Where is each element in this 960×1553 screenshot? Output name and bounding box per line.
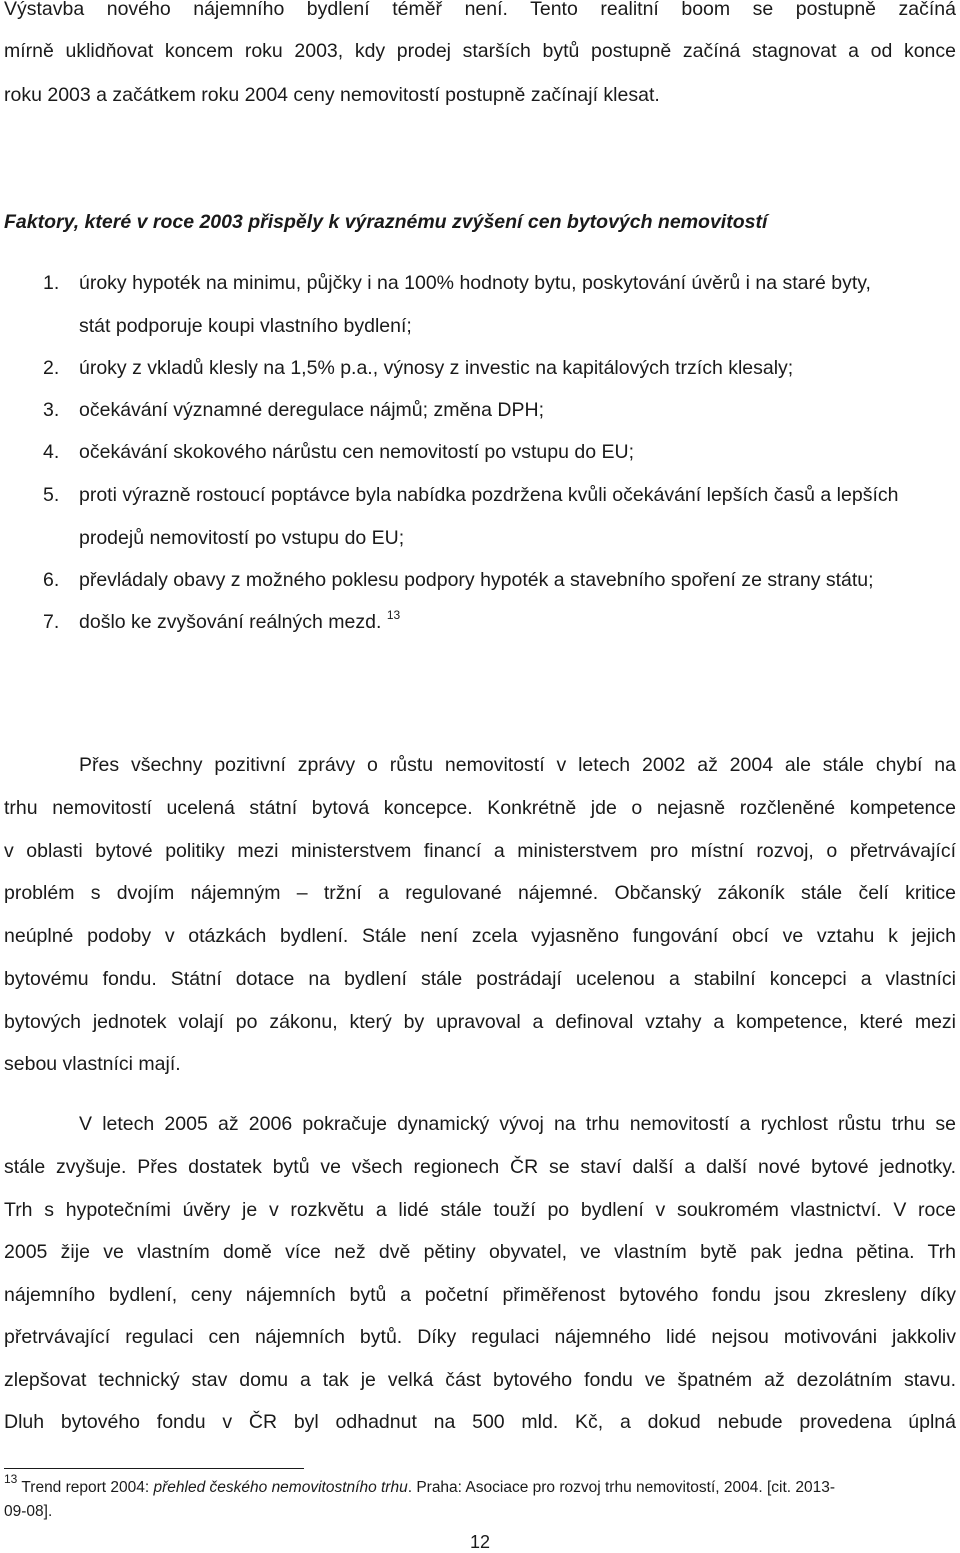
list-item-text: proti výrazně rostoucí poptávce byla nabídka pozdržena kvůli očekávání lepších časů a lepších — [79, 484, 899, 506]
list-number: 3. — [43, 399, 60, 421]
paragraph-line: nájemního bydlení, ceny nájemních bytů a početní přiměřenost bytového fondu jsou zkresleny díky — [4, 1284, 956, 1306]
paragraph-line: stále zvyšuje. Přes dostatek bytů ve všech regionech ČR se staví další a další nové bytové jednotky. — [4, 1156, 956, 1178]
paragraph-line: bytových jednotek volají po zákonu, který by upravoval a definoval vztahy a kompetence, které mezi — [4, 1011, 956, 1033]
footnote-continuation: 09-08]. — [4, 1503, 53, 1520]
footnote-divider — [4, 1468, 304, 1469]
list-number: 2. — [43, 357, 60, 379]
list-number: 4. — [43, 441, 60, 463]
section-heading: Faktory, které v roce 2003 přispěly k výraznému zvýšení cen bytových nemovitostí — [4, 211, 768, 233]
page-number: 12 — [469, 1532, 491, 1552]
list-number: 1. — [43, 272, 60, 294]
intro-line: roku 2003 a začátkem roku 2004 ceny nemovitostí postupně začínají klesat. — [4, 84, 660, 106]
list-number: 7. — [43, 611, 60, 633]
paragraph-line: Trh s hypotečními úvěry je v rozkvětu a lidé stále touží po bydlení v soukromém vlastnictví. V roce — [4, 1199, 956, 1221]
list-item-text: očekávání významné deregulace nájmů; změna DPH; — [79, 399, 544, 421]
intro-line: Výstavba nového nájemního bydlení téměř není. Tento realitní boom se postupně začíná — [4, 0, 956, 20]
paragraph-line: Přes všechny pozitivní zprávy o růstu nemovitostí v letech 2002 až 2004 ale stále chybí na — [79, 754, 956, 776]
list-item-text: úroky hypoték na minimu, půjčky i na 100% hodnoty bytu, poskytování úvěrů i na staré byty, — [79, 272, 871, 294]
paragraph-line: sebou vlastníci mají. — [4, 1053, 181, 1075]
footnote-reference[interactable]: 13 — [386, 608, 401, 622]
footnote — [4, 1472, 836, 1499]
list-item-text: očekávání skokového nárůstu cen nemovitostí po vstupu do EU; — [79, 441, 634, 463]
paragraph-line: neúplné podoby v otázkách bydlení. Stále není zcela vyjasněno fungování obcí ve vztahu k jejich — [4, 925, 956, 947]
paragraph-line: v oblasti bytové politiky mezi ministerstvem financí a ministerstvem pro místní rozvoj, o přetrvávající — [4, 840, 956, 862]
footnote-text: Trend report 2004: — [21, 1479, 154, 1496]
paragraph-line: problém s dvojím nájemným – tržní a regulované nájemné. Občanský zákoník stále čelí kritice — [4, 882, 956, 904]
paragraph-line: V letech 2005 až 2006 pokračuje dynamický vývoj na trhu nemovitostí a rychlost růstu trhu se — [79, 1113, 956, 1135]
list-item-text: prodejů nemovitostí po vstupu do EU; — [79, 527, 405, 549]
paragraph-line: Dluh bytového fondu v ČR byl odhadnut na 500 mld. Kč, a dokud nebude provedena úplná — [4, 1411, 956, 1433]
paragraph-line: zlepšovat technický stav domu a tak je velká část bytového fondu ve špatném až dezolátním stavu. — [4, 1369, 956, 1391]
footnote-title: přehled českého nemovitostního trhu — [153, 1479, 408, 1496]
intro-line: mírně uklidňovat koncem roku 2003, kdy prodej starších bytů postupně začíná stagnovat a od konce — [4, 40, 956, 62]
paragraph-line: přetrvávající regulaci cen nájemních bytů. Díky regulaci nájemného lidé nejsou motivováni jakkoliv — [4, 1326, 956, 1348]
footnote-text: . Praha: Asociace pro rozvoj trhu nemovitostí, 2004. [cit. 2013- — [407, 1479, 836, 1496]
footnote-marker: 13 — [4, 1472, 18, 1486]
paragraph-line: 2005 žije ve vlastním domě více než dvě pětiny obyvatel, ve vlastním bytě pak jedna pětina. Trh — [4, 1241, 956, 1263]
list-item-text: převládaly obavy z možného poklesu podpory hypoték a stavebního spoření ze strany státu; — [79, 569, 874, 591]
list-item-text: úroky z vkladů klesly na 1,5% p.a., výnosy z investic na kapitálových trzích klesaly; — [79, 357, 794, 379]
list-item-text-main: došlo ke zvyšování reálných mezd. — [79, 611, 382, 633]
list-number: 5. — [43, 484, 60, 506]
list-item-text — [79, 609, 400, 635]
list-number: 6. — [43, 569, 60, 591]
paragraph-line: trhu nemovitostí ucelená státní bytová koncepce. Konkrétně jde o nejasně rozčleněné kompetence — [4, 797, 956, 819]
paragraph-line: bytovému fondu. Státní dotace na bydlení stále postrádají ucelenou a stabilní koncepci a vlastníci — [4, 968, 956, 990]
list-item-text: stát podporuje koupi vlastního bydlení; — [79, 315, 412, 337]
